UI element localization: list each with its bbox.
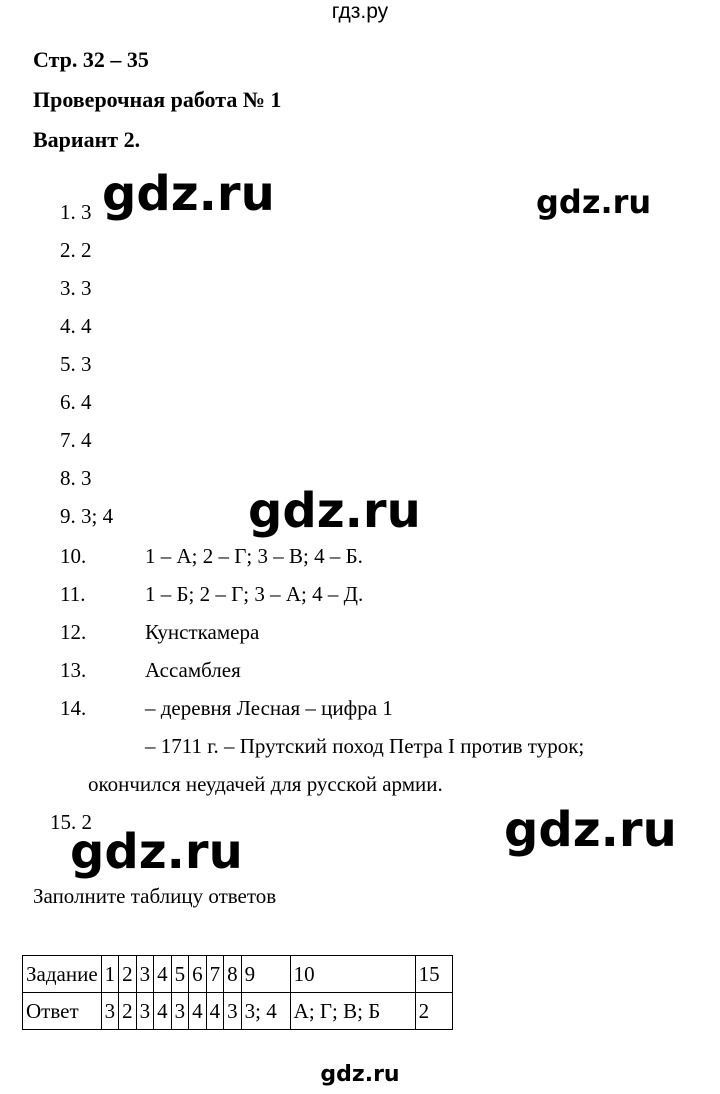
table-cell: 4 [206, 993, 224, 1030]
table-cell: 3 [224, 993, 242, 1030]
work-title: Проверочная работа № 1 [33, 87, 282, 112]
table-cell: 1 [101, 956, 119, 993]
answer-6: 6. 4 [60, 390, 92, 414]
answers-table [22, 955, 453, 1030]
answer-12-number: 12. [60, 620, 87, 644]
table-cell: 4 [189, 993, 207, 1030]
table-cell: 5 [171, 956, 189, 993]
answer-5: 5. 3 [60, 352, 92, 376]
answer-14-number: 14. [60, 696, 87, 720]
table-row-answer [23, 993, 453, 1030]
answer-7: 7. 4 [60, 428, 92, 452]
table-cell: Ответ [23, 993, 102, 1030]
table-cell: 8 [224, 956, 242, 993]
table-cell: 6 [189, 956, 207, 993]
answer-15: 15. 2 [50, 810, 92, 834]
answer-2: 2. 2 [60, 238, 92, 262]
answer-11-text: 1 – Б; 2 – Г; 3 – А; 4 – Д. [145, 582, 364, 606]
watermark: gdz.ru [536, 183, 652, 221]
table-cell: 9 [241, 956, 290, 993]
site-header: гдз.ру [331, 0, 389, 23]
answer-13-number: 13. [60, 658, 87, 682]
pages-heading: Стр. 32 – 35 [33, 47, 149, 72]
watermark: gdz.ru [102, 166, 275, 222]
table-cell: А; Г; В; Б [290, 993, 415, 1030]
table-caption: Заполните таблицу ответов [33, 884, 277, 908]
answer-4: 4. 4 [60, 314, 92, 338]
table-cell: 2 [415, 993, 452, 1030]
answer-14-text: – деревня Лесная – цифра 1 [145, 696, 393, 720]
answer-1: 1. 3 [60, 200, 92, 224]
table-cell: 15 [415, 956, 452, 993]
variant-title: Вариант 2. [33, 127, 141, 152]
table-row-task [23, 956, 453, 993]
table-cell: 2 [119, 993, 137, 1030]
answer-9: 9. 3; 4 [60, 504, 114, 528]
table-cell: 3 [171, 993, 189, 1030]
answer-12-text: Кунсткамера [145, 620, 260, 644]
watermark: gdz.ru [504, 802, 677, 858]
table-cell: Задание [23, 956, 102, 993]
watermark: gdz.ru [70, 824, 243, 880]
answer-8: 8. 3 [60, 466, 92, 490]
table-cell: 3 [101, 993, 119, 1030]
answer-11-number: 11. [60, 582, 86, 606]
table-cell: 4 [154, 993, 172, 1030]
table-cell: 10 [290, 956, 415, 993]
answer-14-line-2: – 1711 г. – Прутский поход Петра I против турок; [145, 734, 585, 758]
watermark: gdz.ru [248, 483, 421, 539]
table-cell: 4 [154, 956, 172, 993]
answer-14-line-3: окончился неудачей для русской армии. [88, 772, 443, 796]
table-cell: 3 [136, 956, 154, 993]
answer-10-number: 10. [60, 544, 87, 568]
footer-watermark: gdz.ru [320, 1062, 400, 1087]
answer-3: 3. 3 [60, 276, 92, 300]
table-cell: 7 [206, 956, 224, 993]
answer-10-text: 1 – А; 2 – Г; 3 – В; 4 – Б. [145, 544, 363, 568]
answer-13-text: Ассамблея [145, 658, 241, 682]
table-cell: 3; 4 [241, 993, 290, 1030]
table-cell: 2 [119, 956, 137, 993]
table-cell: 3 [136, 993, 154, 1030]
